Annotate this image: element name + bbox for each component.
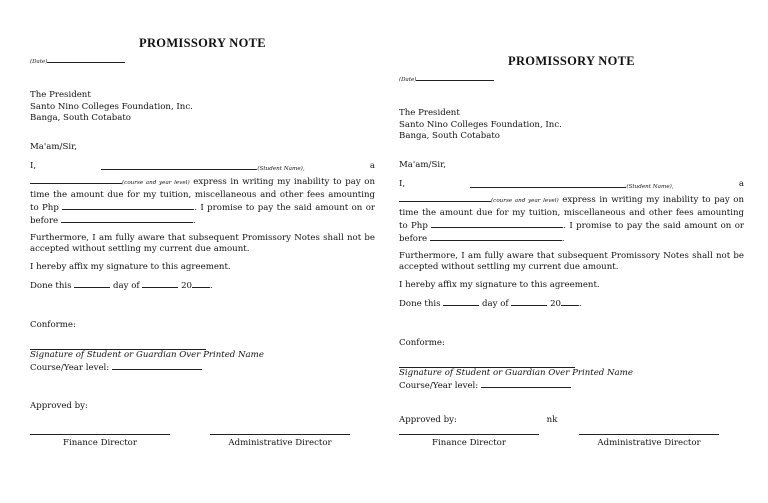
course-blank[interactable] <box>30 175 122 184</box>
student-name-label: (Student Name), <box>257 166 305 173</box>
greeting: Ma'am/Sir, <box>399 160 446 171</box>
admin-director-block <box>210 434 350 449</box>
admin-director-block <box>579 434 719 449</box>
course-year-label: Course/Year level: <box>30 363 110 374</box>
signature-caption: Signature of Student or Guardian Over Printed Name <box>30 350 264 361</box>
day-of-label: day of <box>113 280 140 291</box>
address-line: Banga, South Cotabato <box>30 112 131 123</box>
address-line: The President <box>399 108 460 119</box>
address-line: Banga, South Cotabato <box>399 130 500 141</box>
course-label: (course and year level) <box>491 198 559 205</box>
signature-caption: Signature of Student or Guardian Over Printed Name <box>399 368 633 379</box>
course-year-field <box>30 361 375 374</box>
affix-paragraph: I hereby affix my signature to this agreement. <box>30 261 231 272</box>
conforme-label: Conforme: <box>30 320 76 331</box>
course-year-label: Course/Year level: <box>399 381 479 392</box>
amount-blank[interactable] <box>431 219 563 228</box>
admin-director-label: Administrative Director <box>597 437 701 448</box>
day-blank[interactable] <box>74 279 110 288</box>
finance-director-signature-line[interactable] <box>30 434 170 435</box>
greeting: Ma'am/Sir, <box>30 142 77 153</box>
finance-director-label: Finance Director <box>63 437 137 448</box>
conforme-label: Conforme: <box>399 338 445 349</box>
recipient-address <box>399 108 744 142</box>
statement-paragraph: I, (Student Name), a (course and year level) express in writing my inability to pay on time the amount due for my tuition, miscellaneous and other fees amounting to Php . I promise to pay the said amount on or before . <box>30 161 376 227</box>
promissory-note-right <box>399 56 744 449</box>
year-prefix: 20 <box>550 298 562 309</box>
admin-director-signature-line[interactable] <box>210 434 350 435</box>
para1-rest: express in writing my inability to pay on time the amount due for my tuition, miscellaneous and other fees amounting to Php <box>399 195 745 231</box>
course-label: (course and year level) <box>122 180 190 187</box>
month-blank[interactable] <box>142 279 178 288</box>
approved-by-line <box>30 401 375 412</box>
furthermore-paragraph: Furthermore, I am fully aware that subsequent Promissory Notes shall not be accepted without settling my current due amount. <box>399 251 744 273</box>
student-name-label: (Student Name), <box>626 184 674 191</box>
statement-paragraph: I, (Student Name), a (course and year level) express in writing my inability to pay on time the amount due for my tuition, miscellaneous and other fees amounting to Php . I promise to pay the said amount on or before . <box>399 179 745 245</box>
promissory-note-left <box>30 38 375 449</box>
para1-rest: express in writing my inability to pay on time the amount due for my tuition, miscellaneous and other fees amounting to Php <box>30 177 376 213</box>
date-field[interactable] <box>399 75 744 86</box>
affix-paragraph: I hereby affix my signature to this agreement. <box>399 279 600 290</box>
date-label: (Date) <box>399 77 417 84</box>
course-year-field <box>399 379 744 392</box>
date-blank[interactable] <box>416 80 494 81</box>
approved-by-extra-text: nk <box>546 414 558 425</box>
amount-blank[interactable] <box>62 201 194 210</box>
a-word: a <box>738 179 744 190</box>
recipient-address <box>30 90 375 124</box>
a-word: a <box>369 161 375 172</box>
finance-director-label: Finance Director <box>432 437 506 448</box>
course-year-blank[interactable] <box>481 379 571 388</box>
date-field[interactable] <box>30 57 375 68</box>
note-title: PROMISSORY NOTE <box>508 54 635 68</box>
approver-signatures <box>399 434 719 449</box>
admin-director-signature-line[interactable] <box>579 434 719 435</box>
finance-director-signature-line[interactable] <box>399 434 539 435</box>
note-title: PROMISSORY NOTE <box>139 36 266 50</box>
done-this-line: Done this day of 20 . <box>399 298 582 309</box>
month-blank[interactable] <box>511 297 547 306</box>
i-label: I, <box>399 179 406 190</box>
finance-director-block <box>399 434 539 449</box>
course-year-blank[interactable] <box>112 361 202 370</box>
due-date-blank[interactable] <box>61 214 193 223</box>
student-name-blank[interactable] <box>470 179 626 188</box>
approved-by-label: Approved by: <box>30 400 88 411</box>
student-name-blank[interactable] <box>101 161 257 170</box>
done-this-label: Done this <box>399 298 441 309</box>
i-label: I, <box>30 161 37 172</box>
year-blank[interactable] <box>561 297 579 306</box>
address-line: The President <box>30 90 91 101</box>
approved-by-label: Approved by: <box>399 414 457 425</box>
year-blank[interactable] <box>192 279 210 288</box>
approver-signatures <box>30 434 350 449</box>
course-blank[interactable] <box>399 193 491 202</box>
date-blank[interactable] <box>47 62 125 63</box>
furthermore-paragraph: Furthermore, I am fully aware that subsequent Promissory Notes shall not be accepted without settling my current due amount. <box>30 233 375 255</box>
date-label: (Date) <box>30 59 48 66</box>
due-date-blank[interactable] <box>430 232 562 241</box>
done-this-label: Done this <box>30 280 72 291</box>
year-prefix: 20 <box>181 280 193 291</box>
finance-director-block <box>30 434 170 449</box>
done-this-line: Done this day of 20 . <box>30 280 213 291</box>
admin-director-label: Administrative Director <box>228 437 332 448</box>
address-line: Santo Nino Colleges Foundation, Inc. <box>30 101 193 112</box>
day-blank[interactable] <box>443 297 479 306</box>
address-line: Santo Nino Colleges Foundation, Inc. <box>399 119 562 130</box>
para1-promise: . I promise to pay the said amount on or before <box>399 220 745 245</box>
para1-promise: . I promise to pay the said amount on or before <box>30 202 376 227</box>
approved-by-line <box>399 415 744 426</box>
day-of-label: day of <box>482 298 509 309</box>
